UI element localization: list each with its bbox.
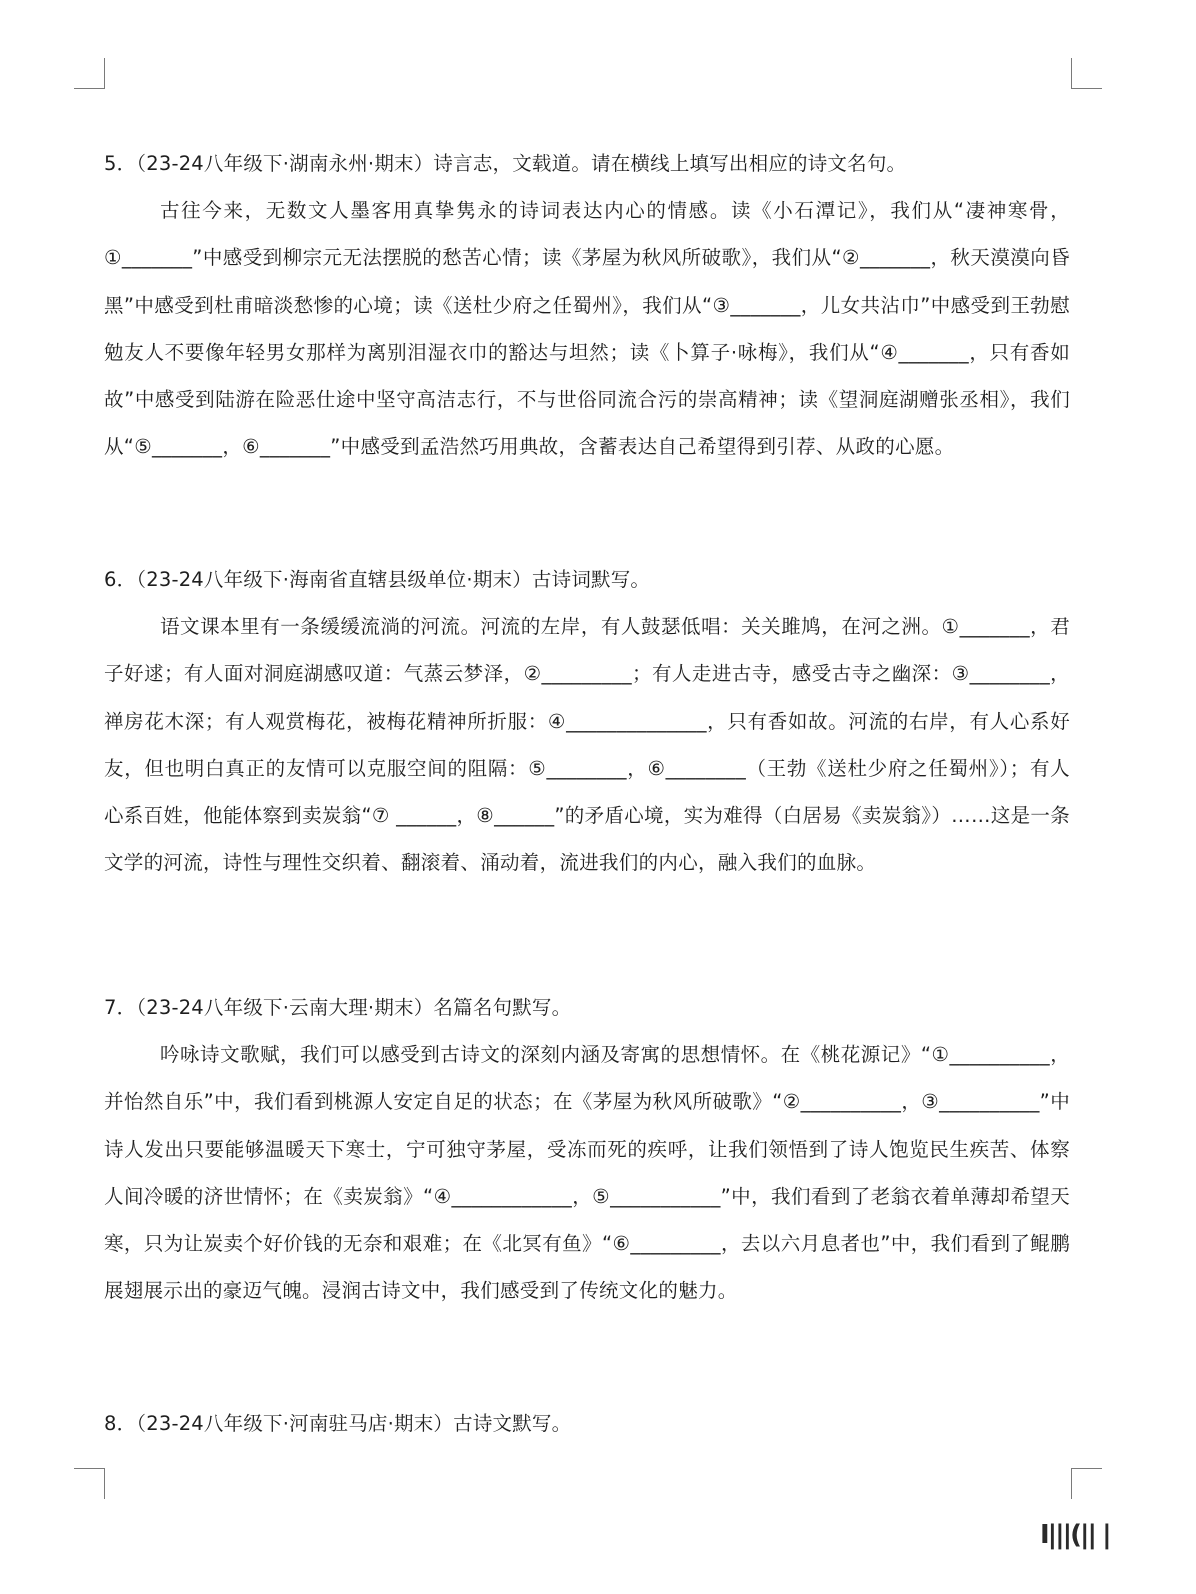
crop-mark-bottom-left <box>74 1468 105 1499</box>
question-header: 6．（23-24八年级下·海南省直辖县级单位·期末）古诗词默写。 <box>104 568 651 591</box>
question-header: 5．（23-24八年级下·湖南永州·期末）诗言志，文载道。请在横线上填写出相应的诗文名句。 <box>104 152 907 175</box>
crop-mark-top-left <box>74 58 105 89</box>
crop-mark-bottom-right <box>1071 1468 1102 1499</box>
watermark-logo: Ⅰ|||(|| | <box>1040 1520 1110 1550</box>
question-7 <box>104 984 1070 1400</box>
question-header: 8．（23-24八年级下·河南驻马店·期末）古诗文默写。 <box>104 1412 572 1435</box>
question-body: 古往今来，无数文人墨客用真挚隽永的诗词表达内心的情感。读《小石潭记》，我们从“凄神寒骨，①_______”中感受到柳宗元无法摆脱的愁苦心情；读《茅屋为秋风所破歌》，我们从“②_______，秋天漠漠向昏黑”中感受到杜甫暗淡愁惨的心境；读《送杜少府之任蜀州》，我们从“③_______，儿女共沾巾”中感受到王勃慰勉友人不要像年轻男女那样为离别泪湿衣巾的豁达与坦然；读《卜算子·咏梅》，我们从“④_______，只有香如故”中感受到陆游在险恶仕途中坚守高洁志行，不与世俗同流合污的崇高精神；读《望洞庭湖赠张丞相》，我们从“⑤_______，⑥_______”中感受到孟浩然巧用典故，含蓄表达自己希望得到引荐、从政的心愿。 <box>104 199 1070 459</box>
question-8 <box>104 1400 1070 1447</box>
question-body: 吟咏诗文歌赋，我们可以感受到古诗文的深刻内涵及寄寓的思想情怀。在《桃花源记》“①__________，并怡然自乐”中，我们看到桃源人安定自足的状态；在《茅屋为秋风所破歌》“②__________，③__________”中诗人发出只要能够温暖天下寒士，宁可独守茅屋，受冻而死的疾呼，让我们领悟到了诗人饱览民生疾苦、体察人间冷暖的济世情怀；在《卖炭翁》“④____________，⑤___________”中，我们看到了老翁衣着单薄却希望天寒，只为让炭卖个好价钱的无奈和艰难；在《北冥有鱼》“⑥_________，去以六月息者也”中，我们看到了鲲鹏展翅展示出的豪迈气魄。浸润古诗文中，我们感受到了传统文化的魅力。 <box>104 1043 1070 1303</box>
crop-mark-top-right <box>1071 58 1102 89</box>
question-6 <box>104 556 1070 984</box>
question-5 <box>104 140 1070 556</box>
document-content <box>104 140 1070 1447</box>
question-header: 7．（23-24八年级下·云南大理·期末）名篇名句默写。 <box>104 996 572 1019</box>
question-body: 语文课本里有一条缓缓流淌的河流。河流的左岸，有人鼓瑟低唱：关关雎鸠，在河之洲。①_______，君子好逑；有人面对洞庭湖感叹道：气蒸云梦泽，②_________；有人走进古寺，感受古寺之幽深：③________，禅房花木深；有人观赏梅花，被梅花精神所折服：④______________，只有香如故。河流的右岸，有人心系好友，但也明白真正的友情可以克服空间的阻隔：⑤________，⑥________（王勃《送杜少府之任蜀州》）；有人心系百姓，他能体察到卖炭翁“⑦ ______，⑧______”的矛盾心境，实为难得（白居易《卖炭翁》）……这是一条文学的河流，诗性与理性交织着、翻滚着、涌动着，流进我们的内心，融入我们的血脉。 <box>104 615 1070 875</box>
